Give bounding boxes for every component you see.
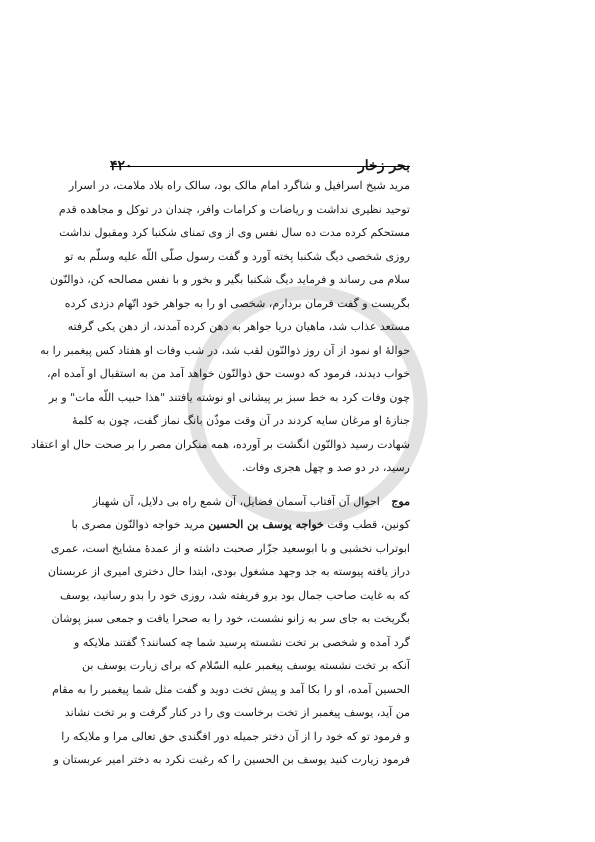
text-line: چون وفات کرد به خط سبز بر پیشانی او نوشته یافتند "هذا حبیب اللّه مات" و بر	[48, 390, 410, 404]
text-line: من آید، یوسف پیغمبر از تخت برخاست وی را در کنار گرفت و بر تخت نشاند	[64, 706, 410, 719]
text-line: فرمود زیارت کنید یوسف بن الحسین را که رغبت نکرد به دختر امیر عربستان و	[53, 753, 410, 766]
section-heading: موج	[391, 494, 410, 508]
text-line: و فرمود تو که خود را از آن دختر جمیله دور افگندی حق تعالی مرا و ملایکه را	[61, 729, 410, 743]
text-line: مستحکم کرده مدت ده سال نفس وی از وی تمنای شکنبا کرد ومقبول نداشت	[59, 226, 410, 239]
text-line: بگریخت به جای سر به زانو نشست، خود را به صحرا یافت و جمعی سبز پوشان	[51, 612, 410, 625]
text-line: آنکه بر تخت نشسته یوسف پیغمبر علیه السّلام که برای زیارت یوسف بن	[82, 659, 410, 672]
text-line: سلام می رساند و فرماید دیگ شکنبا بگیر و بخور و با نفس مصالحه کن، ذوالنّون	[50, 273, 410, 286]
body-text	[30, 174, 410, 772]
text-line: بگریست و گفت فرمان بردارم، شخصی او را به جواهر خود اتّهام دزدی کرده	[64, 296, 410, 310]
page-header	[110, 152, 410, 174]
text-line: الحسین آمده، او را بکا آمد و پیش تخت دوید و گفت مثل شما پیغمبر را به مقام	[52, 682, 410, 696]
text-line: حوالهٔ او نمود از آن روز ذوالنّون لقب شد، در شب وفات او هفتاد کس پیغمبر را به	[40, 343, 410, 357]
text-line: توحید نظیری نداشت و ریاضات و کرامات وافر، چندان در توکل و مجاهده قدم	[58, 202, 410, 216]
text-line	[92, 490, 410, 514]
running-title: بحر زخار	[358, 158, 410, 174]
paragraph-2	[47, 490, 410, 772]
text-line: مستعد عذاب شد، ماهیان دریا جواهر به دهن کرده آمدند، از دهن یکی گرفته	[67, 320, 410, 333]
text-line	[71, 513, 410, 537]
text-line: جنازهٔ او مرغان سایه کردند در آن وقت موذّن بانگ نماز گفت، چون به کلمهٔ	[71, 414, 410, 427]
person-name: خواجه یوسف بن الحسین	[208, 518, 324, 531]
text-run: مرید خواجه ذوالنّون مصری با	[71, 518, 205, 531]
text-line: خواب دیدند، فرمود که دوست حق ذوالنّون خواهد آمد من به استقبال او آمده ام،	[47, 367, 410, 380]
paragraph-1	[30, 174, 410, 480]
text-line: مرید شیخ اسرافیل و شاگرد امام مالک بود، سالک راه بلاد ملامت، در اسرار	[68, 179, 410, 192]
text-line: روزی شخصی دیگ شکنبا پخته آورد و گفت رسول صلّی اللّه علیه وسلّم به تو	[64, 249, 410, 263]
text-line: شهادت رسید ذوالنّون انگشت بر آورده، همه منکران مصر را بر صحت حال او اعتقاد	[30, 437, 410, 451]
text-line: گرد آمده و شخصی بر تخت نشسته پرسید شما چه کسانند؟ گفتند ملایکه و	[74, 635, 410, 649]
text-run: احوال آن آفتاب آسمان فضایل، آن شمع راه بی دلایل، آن شهباز	[92, 494, 380, 508]
text-line: دراز یافته پیوسته به جد وجهد مشغول بودی، ابتدا حال دختری امیری از عربستان	[47, 565, 410, 578]
text-line: رسید، در دو صد و چهل هجری وفات.	[241, 461, 410, 474]
text-run: کونین، قطب وقت	[327, 518, 410, 531]
header-rule	[110, 166, 410, 167]
text-line: که به غایت صاحب جمال بود برو فریفته شد، روزی خود را بدو رسانید، یوسف	[60, 588, 410, 602]
text-line: ابوتراب نخشبی و با ابوسعید جزّار صحبت داشته و از عمدهٔ مشایخ است، عمری	[50, 541, 410, 555]
page-number: ۴۲۰	[110, 158, 133, 174]
